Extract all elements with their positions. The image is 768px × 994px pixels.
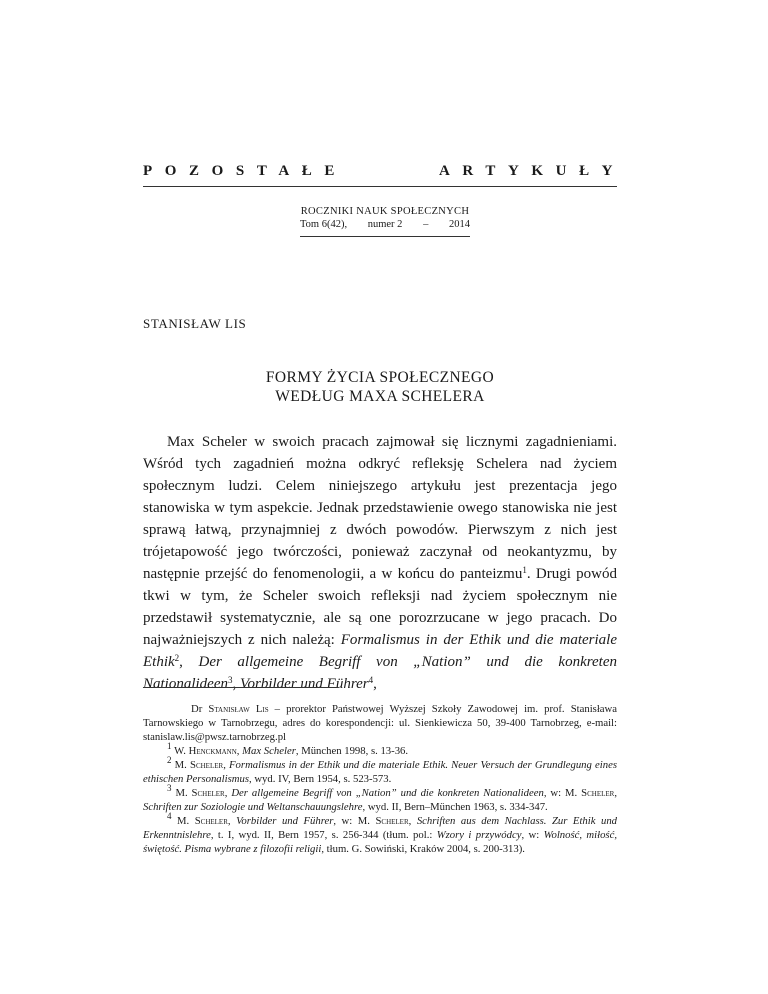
- footnote-rest: , wyd. IV, Bern 1954, s. 523-573.: [248, 773, 392, 785]
- footnote-author: M. Scheler: [175, 787, 225, 799]
- footnote-mid: , w: M.: [543, 787, 582, 799]
- footnote-sep: ,: [408, 815, 417, 827]
- title-line-1: FORMY ŻYCIA SPOŁECZNEGO: [265, 369, 495, 386]
- footnote-sep: ,: [227, 815, 237, 827]
- footnote-ref-2: 2: [174, 653, 180, 663]
- footnote-rest: , wyd. II, Bern–München 1963, s. 334-347.: [362, 801, 548, 813]
- footnote-ref-1: 1: [522, 565, 527, 575]
- journal-year: 2014: [448, 219, 470, 230]
- footnote-mid: , t. I, wyd. II, Bern 1957, s. 256-344 (tłum. pol.:: [210, 829, 437, 841]
- footnote-number: 3: [167, 783, 172, 793]
- body-paragraph: [143, 431, 617, 695]
- footnote-author: W. Henckmann: [174, 745, 237, 757]
- footnote-author: M. Scheler: [174, 759, 224, 771]
- footnote-title: Wzory i przywódcy: [436, 829, 522, 841]
- footnote-title: Max Scheler: [242, 745, 296, 757]
- title-line-2: WEDŁUG MAXA SCHELERA: [275, 388, 485, 405]
- footnote-title: Wolność, miłość, świętość. Pisma wybrane z filozofii religii: [143, 829, 618, 855]
- footnote-2: [143, 755, 618, 786]
- footnote-author: Scheler: [375, 815, 409, 827]
- section-divider: [143, 186, 617, 187]
- article-title: [143, 368, 617, 406]
- journal-header: [300, 205, 470, 231]
- journal-number: numer 2: [367, 219, 403, 230]
- footnote-ref-3: 3: [228, 675, 233, 685]
- footnote-4: [143, 811, 618, 856]
- footnote-mid: , w:: [521, 829, 544, 841]
- footnote-rest: , tłum. G. Sowiński, Kraków 2004, s. 200-313).: [321, 843, 525, 855]
- footnote-number: 2: [167, 755, 172, 765]
- footnote-sep: ,: [223, 759, 230, 771]
- journal-volume-line: [300, 218, 470, 231]
- footnote-title: Vorbilder und Führer: [236, 815, 334, 827]
- journal-dash: –: [423, 219, 429, 230]
- work-title: Vorbilder und Führer: [240, 676, 369, 692]
- author-note-name: Stanisław Lis: [208, 703, 269, 715]
- article-body: [143, 431, 617, 695]
- journal-name: ROCZNIKI NAUK SPOŁECZNYCH: [300, 206, 470, 217]
- body-separator: ,: [179, 654, 199, 670]
- footnote-sep: ,: [224, 787, 232, 799]
- body-text: . Drugi powód tkwi w tym, że Scheler swoich refleksji nad życiem społecznym nie przedstawił systematycznie, ale są one porozrzucane w jego pracach. Do najważniejszych z nich należą:: [143, 566, 617, 648]
- body-text: Max Scheler w swoich pracach zajmował się licznymi zagadnieniami. Wśród tych zagadnień można odkryć refleksję Schelera nad życiem społecznym ludzi. Celem niniejszego artykułu jest prezentacja jego stanowiska w tym aspekcie. Jednak przedstawienie owego stanowiska nie jest sprawą łatwą, przynajmniej z dwóch powodów. Pierwszym z nich jest trójetapowość jego twórczości, ponieważ zaczynał od neokantyzmu, by następnie przejść do fenomenologii, a w końcu do panteizmu: [143, 434, 617, 582]
- footnote-author: M. Scheler: [177, 815, 228, 827]
- footnote-ref-4: 4: [368, 675, 374, 685]
- author-note-text: – prorektor Państwowej Wyższej Szkoły Zawodowej im. prof. Stanisława Tarnowskiego w Tarnobrzegu, adres do korespondencji: ul. Sienkiewicza 50, 39-400 Tarnobrzeg, e-mail: stanislaw.lis@pwsz.tarnobrzeg.pl: [143, 703, 618, 743]
- footnote-sep: ,: [614, 787, 617, 799]
- footnote-title: Schriften zur Soziologie und Weltanschauungslehre: [143, 801, 363, 813]
- footnote-author: Scheler: [581, 787, 615, 799]
- section-header-word-1: POZOSTAŁE: [143, 163, 347, 179]
- footnote-title: Schriften aus dem Nachlass. Zur Ethik und Erkenntnislehre: [143, 815, 618, 841]
- footnotes: [143, 702, 617, 856]
- journal-divider: [300, 236, 470, 237]
- work-title: Formalismus in der Ethik und die materiale Ethik: [143, 632, 617, 670]
- section-header-word-2: ARTYKUŁY: [439, 163, 626, 179]
- author-note-prefix: Dr: [191, 703, 209, 715]
- footnote-title: Der allgemeine Begriff von „Nation” und die konkreten Nationalideen: [231, 787, 544, 799]
- body-separator: ,: [373, 676, 377, 692]
- author-note: [143, 702, 617, 744]
- work-title: Der allgemeine Begriff von „Nation” und die konkreten Nationalideen: [143, 654, 617, 692]
- footnote-1: [143, 741, 617, 758]
- body-separator: ,: [232, 676, 240, 692]
- journal-volume: Tom 6(42),: [300, 219, 348, 230]
- footnote-sep: ,: [236, 745, 243, 757]
- footnote-number: 4: [167, 811, 172, 821]
- footnote-mid: , w: M.: [333, 815, 376, 827]
- footnote-3: [143, 783, 617, 814]
- footnote-rest: , München 1998, s. 13-36.: [295, 745, 409, 757]
- article-author: STANISŁAW LIS: [143, 316, 247, 331]
- footnote-divider: [143, 687, 338, 688]
- footnote-number: 1: [167, 741, 172, 751]
- footnote-title: Formalismus in der Ethik und die materiale Ethik. Neuer Versuch der Grundlegung eines ethischen Personalismus: [143, 759, 618, 785]
